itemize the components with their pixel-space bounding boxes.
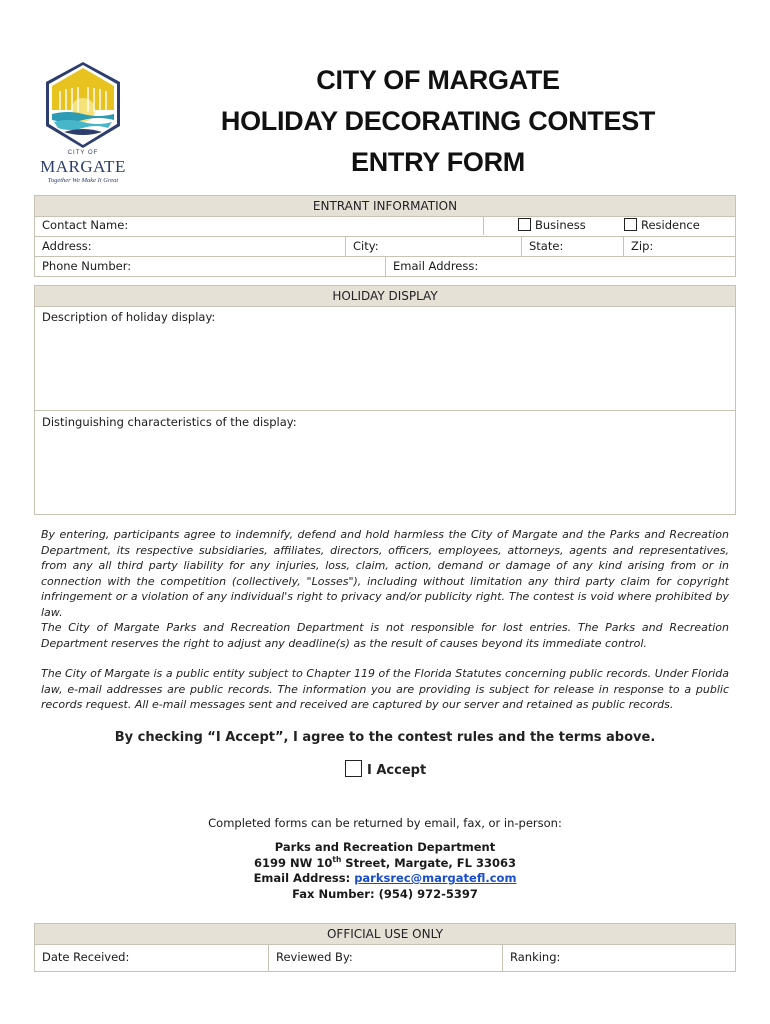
holiday-display-header: HOLIDAY DISPLAY: [34, 285, 736, 307]
logo-city-name: MARGATE: [40, 157, 126, 176]
mailing-address: 6199 NW 10th Street, Margate, FL 33063: [254, 854, 516, 870]
reviewed-by-label: Reviewed By:: [276, 950, 353, 964]
email-link[interactable]: parksrec@margatefl.com: [354, 871, 517, 885]
contact-name-label: Contact Name:: [42, 218, 129, 232]
entrant-info-table: [34, 216, 736, 277]
indemnity-paragraph: By entering, participants agree to indemnify, defend and hold harmless the City of Margate and the Parks and Recreation Department, its respective subsidiaries, affiliates, directors, officers, employees, attorneys, agents and representatives, from any all third party liability for any injuries, loss, claim, action, demand or damage of any kind arising from or in connection with the competition (collectively, "Losses"), including without limitation any third party claim for copyright infringement or a violation of any individual's right to privacy and/or publicity right. The contest is void where prohibited by law.: [41, 528, 729, 619]
department-name: Parks and Recreation Department: [274, 840, 496, 854]
address-field[interactable]: [35, 237, 345, 256]
official-use-header: OFFICIAL USE ONLY: [34, 923, 736, 945]
title-line-2: HOLIDAY DECORATING CONTEST: [220, 106, 656, 136]
city-logo: [38, 60, 128, 186]
email-field[interactable]: [385, 257, 737, 276]
official-use-table: [34, 944, 736, 972]
zip-field[interactable]: [623, 237, 737, 256]
accept-label: I Accept: [367, 763, 427, 778]
date-received-field[interactable]: [35, 944, 268, 971]
business-label: Business: [535, 218, 586, 232]
description-label: Description of holiday display:: [42, 310, 216, 324]
state-label: State:: [529, 239, 564, 253]
logo-tagline: Together We Make It Great: [47, 177, 119, 184]
reviewed-by-field[interactable]: [268, 944, 502, 971]
contact-name-field[interactable]: [35, 216, 483, 235]
date-received-label: Date Received:: [42, 950, 130, 964]
accept-option[interactable]: [345, 760, 426, 778]
phone-label: Phone Number:: [42, 259, 132, 273]
margate-seal-icon: [38, 60, 128, 152]
entrant-info-header: ENTRANT INFORMATION: [34, 195, 736, 217]
address-label: Address:: [42, 239, 92, 253]
residence-checkbox[interactable]: [624, 218, 637, 231]
email-line: [34, 871, 736, 887]
ranking-label: Ranking:: [510, 950, 561, 964]
city-label: City:: [353, 239, 379, 253]
city-field[interactable]: [345, 237, 521, 256]
email-line-label: Email Address:: [253, 871, 355, 885]
accept-statement: By checking “I Accept”, I agree to the contest rules and the terms above.: [114, 730, 656, 745]
phone-email-row: [35, 256, 735, 276]
business-checkbox[interactable]: [518, 218, 531, 231]
characteristics-label: Distinguishing characteristics of the display:: [42, 415, 297, 429]
responsibility-paragraph: The City of Margate Parks and Recreation Department is not responsible for lost entries. The Parks and Recreation Department reserves the right to adjust any deadline(s) as the result of causes beyond its immediate control.: [41, 621, 729, 650]
title-line-1: CITY OF MARGATE: [316, 65, 560, 95]
contact-block: [34, 840, 736, 902]
page-title: [150, 60, 726, 183]
public-records-paragraph: The City of Margate is a public entity subject to Chapter 119 of the Florida Statutes concerning public records. Under Florida law, e-mail addresses are public records. The information you are providing is subject for release in response to a public records request. All e-mail messages sent and received are captured by our server and retained as public records.: [41, 667, 729, 711]
holiday-display-table: [34, 306, 736, 515]
phone-field[interactable]: [35, 257, 385, 276]
logo-city-small: CITY OF: [67, 150, 99, 156]
state-field[interactable]: [521, 237, 623, 256]
residence-label: Residence: [641, 218, 700, 232]
ranking-field[interactable]: [502, 944, 737, 971]
contact-row: [35, 216, 735, 236]
fax-number: Fax Number: (954) 972-5397: [292, 886, 478, 901]
title-line-3: ENTRY FORM: [350, 147, 525, 177]
email-label: Email Address:: [393, 259, 479, 273]
official-use-row: [35, 944, 735, 971]
business-option[interactable]: [483, 216, 589, 235]
accept-checkbox[interactable]: [345, 760, 362, 777]
zip-label: Zip:: [631, 239, 654, 253]
description-field[interactable]: [35, 306, 735, 410]
return-note: Completed forms can be returned by email, fax, or in-person:: [208, 816, 562, 830]
address-row: [35, 236, 735, 256]
characteristics-field[interactable]: [35, 410, 735, 514]
residence-option[interactable]: [617, 216, 737, 235]
